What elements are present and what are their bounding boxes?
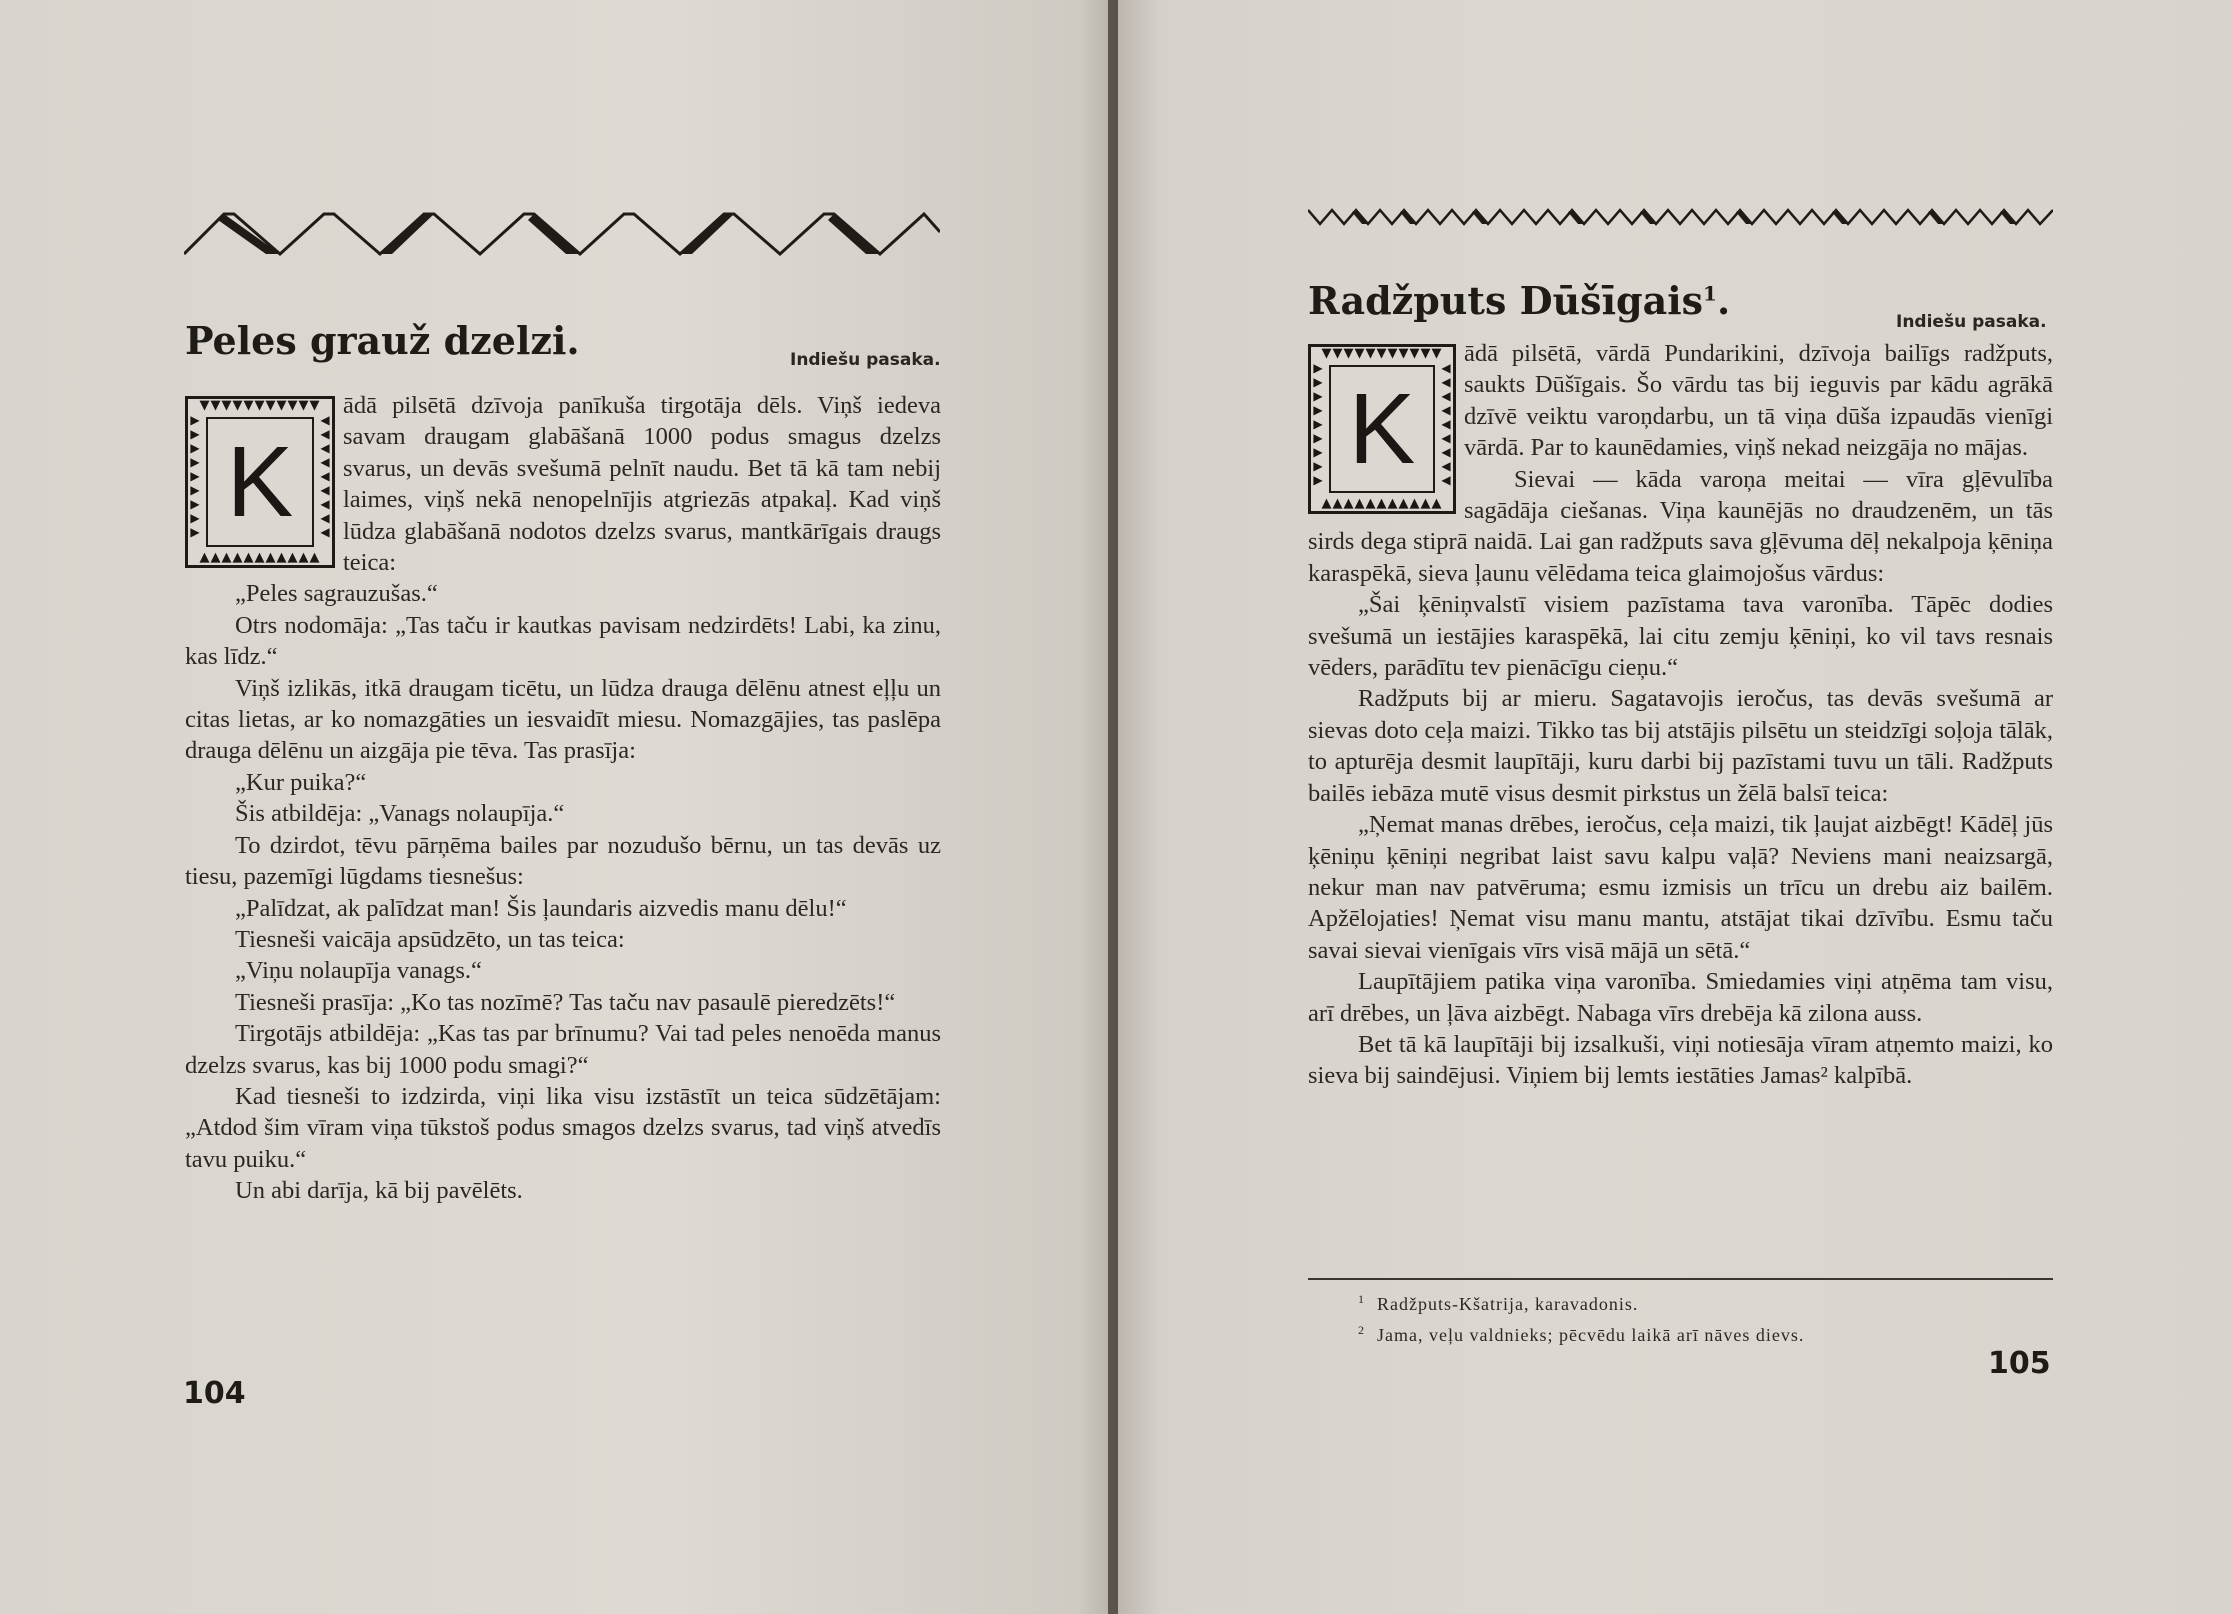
paragraph: „Viņu nolaupīja vanags.“ <box>235 957 482 985</box>
initial-border-left: ▶▶▶▶▶▶▶▶▶ <box>190 413 200 539</box>
initial-letter: K <box>226 426 294 538</box>
paragraph: Kad tiesneši to izdzirda, viņi lika visu izstāstīt un teica sūdzētājam: „Atdod šim vīram viņa tūkstoš podus smagos dzelzs svarus, tad viņš atvedīs tavu puiku.“ <box>185 1082 941 1173</box>
left-page <box>0 0 1112 1614</box>
initial-border-right: ◀◀◀◀◀◀◀◀◀ <box>320 413 330 539</box>
paragraph: Tiesneši vaicāja apsūdzēto, un tas teica: <box>235 925 625 953</box>
paragraph: Tirgotājs atbildēja: „Kas tas par brīnumu? Vai tad peles nenoēda manus dzelzs svarus, kas bij 1000 podu smagi?“ <box>185 1020 941 1079</box>
zigzag-ornament <box>1308 206 2053 226</box>
initial-border-bottom: ▲▲▲▲▲▲▲▲▲▲▲ <box>199 551 321 565</box>
footnotes <box>1308 1278 2053 1348</box>
story-genre: Indiešu pasaka. <box>790 350 941 370</box>
story-genre: Indiešu pasaka. <box>1896 312 2047 332</box>
paragraph: Otrs nodomāja: „Tas taču ir kautkas pavisam nedzirdēts! Labi, ka zinu, kas līdz.“ <box>185 611 941 671</box>
story-text <box>185 390 941 1207</box>
paragraph: „Kur puika?“ <box>235 768 367 796</box>
paragraph: „Šai ķēniņvalstī visiem pazīstama tava varonība. Tāpēc dodies svešumā un iestājies karaspēkā, lai citu zemju ķēniņi, ko vil tavs resnais vēders, parādītu tev pienācīgu cieņu.“ <box>1308 591 2053 682</box>
page-number: 104 <box>183 1376 246 1411</box>
initial-border-right: ◀◀◀◀◀◀◀◀◀ <box>1441 361 1451 487</box>
paragraph: Laupītājiem patika viņa varonība. Smiedamies viņi atņēma tam visu, arī drēbes, un ļāva aizbēgt. Nabaga vīrs drebēja kā zilona auss. <box>1308 968 2053 1027</box>
initial-border-left: ▶▶▶▶▶▶▶▶▶ <box>1313 361 1323 487</box>
story-text <box>1308 338 2053 1092</box>
paragraph: „Peles sagrauzušas.“ <box>235 580 438 608</box>
paragraph: Un abi darīja, kā bij pavēlēts. <box>235 1177 523 1205</box>
paragraph: To dzirdot, tēvu pārņēma bailes par nozudušo bērnu, un tas devās uz tiesu, pazemīgi lūgdams tiesnešus: <box>185 831 941 891</box>
footnote: $^2$ Jama, veļu valdnieks; pēcvēdu laikā arī nāves dievs. <box>1358 1323 1805 1345</box>
paragraph: ādā pilsētā dzīvoja panīkuša tirgotāja dēls. Viņš iedeva savam draugam glabāšanā 1000 podus smagus dzelzs svarus, un devās svešumā pelnīt naudu. Bet tā kā tam nebij laimes, viņš nekā nenopelnījis atgriezās atpakaļ. Kad viņš lūdza glabāšanā nodotos dzelzs svarus, mantkārīgais draugs teica: <box>343 392 941 577</box>
paragraph: Šis atbildēja: „Vanags nolaupīja.“ <box>235 800 565 828</box>
paragraph: „Palīdzat, ak palīdzat man! Šis ļaundaris aizvedis manu dēlu!“ <box>235 894 847 922</box>
paragraph: Viņš izlikās, itkā draugam ticētu, un lūdza drauga dēlēnu atnest eļļu un citas lietas, ar ko nomazgāties un iesvaidīt miesu. Nomazgājies, tas paslēpa drauga dēlēnu un aizgāja pie tēva. Tas prasīja: <box>185 674 941 765</box>
right-page <box>1118 0 2232 1614</box>
footnote-mark: 1 <box>1703 281 1717 306</box>
story-title: Peles grauž dzelzi. <box>185 318 580 363</box>
initial-border-bottom: ▲▲▲▲▲▲▲▲▲▲▲ <box>1321 497 1443 511</box>
page-number: 105 <box>1988 1346 2051 1381</box>
initial-border-top: ▼▼▼▼▼▼▼▼▼▼▼ <box>199 399 321 413</box>
initial-letter: K <box>1348 373 1416 485</box>
paragraph: Sievai — kāda varoņa meitai — vīra gļēvulība sagādāja ciešanas. Viņa kaunējās no draudzenēm, un tās sirds dega stiprā naidā. Lai gan radžputs sava gļēvuma dēļ nekalpoja ķēniņa karaspēkā, sieva ļaunu vēlēdama teica glaimojošus vārdus: <box>1308 465 2053 587</box>
footnote: $^1$ Radžputs-Kšatrija, karavadonis. <box>1358 1292 1639 1314</box>
paragraph: ādā pilsētā, vārdā Pundarikini, dzīvoja bailīgs radžputs, saukts Dūšīgais. Šo vārdu tas bij ieguvis par kādu agrākā dzīvē veiktu varoņdarbu, un tā viņa dūša izpaudās vienīgi vārdā. Par to kaunēdamies, viņš nekad neizgāja no mājas. <box>1464 340 2053 462</box>
story-title: Radžputs Dūšīgais$^1$. <box>1308 278 1731 323</box>
paragraph: Tiesneši prasīja: „Ko tas nozīmē? Tas taču nav pasaulē pieredzēts!“ <box>235 988 896 1016</box>
zigzag-ornament <box>184 210 940 256</box>
initial-border-top: ▼▼▼▼▼▼▼▼▼▼▼ <box>1321 347 1443 361</box>
paragraph: Radžputs bij ar mieru. Sagatavojis ieročus, tas devās svešumā ar sievas doto ceļa maizi. Tikko tas bij atstājis pilsētu un steidzīgi soļoja tālāk, to apturēja desmit laupītāji, kuru darbi bij pazīstami tuvu un tāli. Radžputs bailēs iebāza mutē visus desmit pirkstus un žēlā balsī teica: <box>1308 685 2053 807</box>
paragraph: „Ņemat manas drēbes, ieročus, ceļa maizi, tik ļaujat aizbēgt! Kādēļ jūs ķēniņu ķēniņi negribat laist savu kalpu vaļā? Neviens mani neaizsargā, nekur man nav patvēruma; esmu izmisis un trīcu un drebu aiz bailēm. Apžēlojaties! Ņemat visu manu mantu, atstājat tikai dzīvību. Esmu taču savai sievai vienīgais vīrs visā mājā un sētā.“ <box>1308 811 2053 964</box>
paragraph: Bet tā kā laupītāji bij izsalkuši, viņi notiesāja vīram atņemto maizi, ko sieva bij saindējusi. Viņiem bij lemts iestāties Jamas² kalpībā. <box>1308 1030 2053 1090</box>
